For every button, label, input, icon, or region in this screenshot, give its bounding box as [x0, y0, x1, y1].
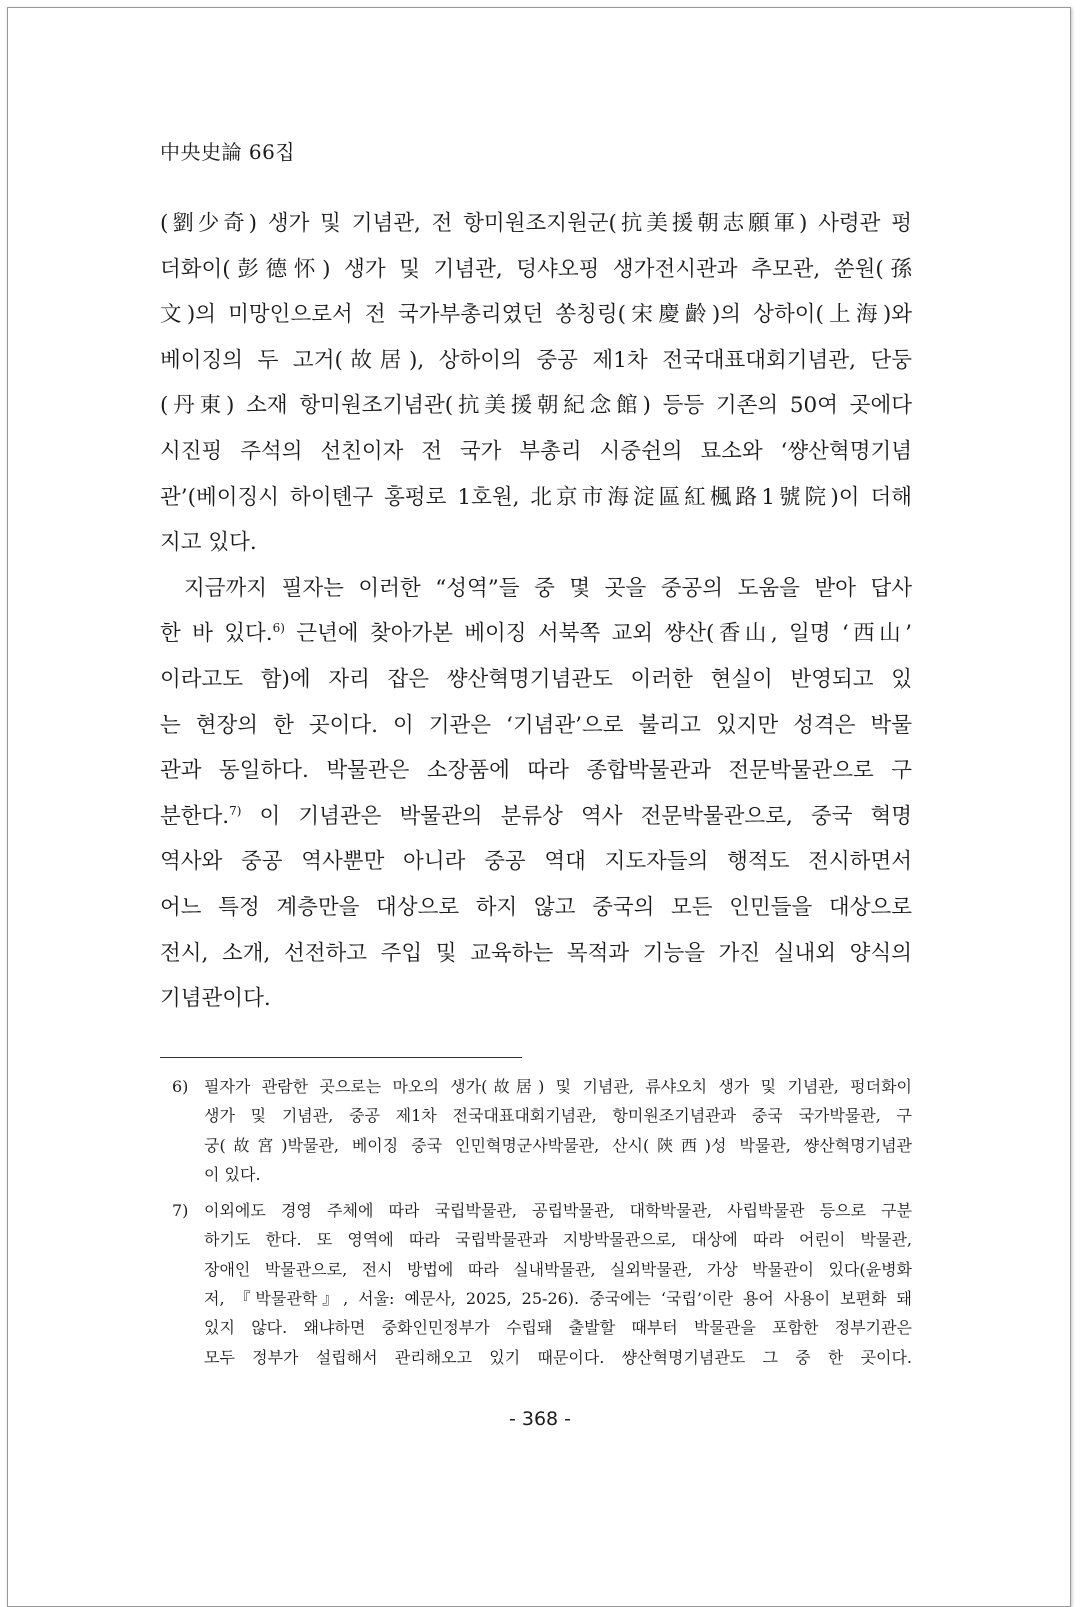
- body-line: (丹東) 소재 항미원조기념관(抗美援朝紀念館) 등등 기존의 50여 곳에다: [160, 393, 912, 419]
- footnote-line: 궁(故宮)박물관, 베이징 중국 인민혁명군사박물관, 산시(陝西)성 박물관, 썅산혁명기념관: [204, 1135, 912, 1155]
- body-line: 지금까지 필자는 이러한 “성역”들 중 몇 곳을 중공의 도움을 받아 답사: [184, 575, 912, 601]
- paragraph-2: [160, 566, 912, 1022]
- footnote-line: 하기도 한다. 또 영역에 따라 국립박물관과 지방박물관으로, 대상에 따라 어린이 박물관,: [204, 1230, 912, 1250]
- footnote-line: 장애인 박물관으로, 전시 방법에 따라 실내박물관, 실외박물관, 가상 박물관이 있다(윤병화: [204, 1259, 912, 1279]
- body-text: [160, 201, 912, 1022]
- footnote-line: 필자가 관람한 곳으로는 마오의 생가(故居) 및 기념관, 류샤오치 생가 및 기념관, 펑더화이: [204, 1077, 912, 1096]
- body-line: (劉少奇) 생가 및 기념관, 전 항미원조지원군(抗美援朝志願軍) 사령관 펑: [160, 211, 912, 236]
- body-text-segment: 한 바 있다.: [160, 621, 273, 647]
- footnote-number: 7): [172, 1201, 189, 1221]
- footnote-line: 이외에도 경영 주체에 따라 국립박물관, 공립박물관, 대학박물관, 사립박물관 등으로 구분: [204, 1201, 912, 1221]
- body-line: 어느 특정 계층만을 대상으로 하지 않고 중국의 모든 인민들을 대상으로: [160, 894, 912, 920]
- body-line: 관’(베이징시 하이톈구 홍펑로 1호원, 北京市海淀區紅楓路1號院)이 더해: [160, 484, 912, 510]
- body-line: 文)의 미망인으로서 전 국가부총리였던 쏭칭링(宋慶齡)의 상하이(上海)와: [160, 302, 912, 328]
- body-line: 역사와 중공 역사뿐만 아니라 중공 역대 지도자들의 행적도 전시하면서: [160, 849, 912, 875]
- footnote-divider: [160, 1057, 522, 1058]
- footnote-line: 있지 않다. 왜냐하면 중화인민정부가 수립돼 출발할 때부터 박물관을 포함한 정부기관은: [204, 1318, 912, 1338]
- footnote-ref-7[interactable]: 7): [229, 803, 242, 818]
- body-text-segment: 이 기념관은 박물관의 분류상 역사 전문박물관으로, 중국 혁명: [241, 803, 912, 829]
- body-line: 관과 동일하다. 박물관은 소장품에 따라 종합박물관과 전문박물관으로 구: [160, 758, 912, 784]
- footnote-6: [160, 1072, 912, 1189]
- body-text-segment: 분한다.: [160, 803, 230, 829]
- body-line: 기념관이다.: [160, 986, 271, 1012]
- footnote-number: 6): [172, 1077, 189, 1096]
- footnote-line: 저, 『박물관학』, 서울: 예문사, 2025, 25-26). 중국에는 ‘국립’이란 용어 사용이 보편화 돼: [204, 1289, 912, 1309]
- body-text-segment: 근년에 찾아가본 베이징 서북쪽 교외 썅산(香山, 일명 ‘西山’: [284, 621, 912, 647]
- footnote-ref-6[interactable]: 6): [272, 621, 285, 636]
- body-line: 시진핑 주석의 선친이자 전 국가 부총리 시중쉰의 묘소와 ‘썅산혁명기념: [160, 438, 912, 464]
- paragraph-1: [160, 201, 912, 566]
- footnotes: [160, 1072, 912, 1379]
- body-line: 더화이(彭德怀) 생가 및 기념관, 덩샤오핑 생가전시관과 추모관, 쑨원(孫: [160, 256, 912, 282]
- body-line: 는 현장의 한 곳이다. 이 기관은 ‘기념관’으로 불리고 있지만 성격은 박물: [160, 712, 912, 738]
- footnote-line: 생가 및 기념관, 중공 제1차 전국대표대회기념관, 항미원조기념관과 중국 국가박물관, 구: [204, 1106, 912, 1126]
- footnote-line: 이 있다.: [204, 1164, 261, 1184]
- body-line: 전시, 소개, 선전하고 주입 및 교육하는 목적과 기능을 가진 실내외 양식의: [160, 940, 912, 966]
- body-line: [160, 611, 912, 657]
- footnote-7: [160, 1196, 912, 1372]
- body-line: 베이징의 두 고거(故居), 상하이의 중공 제1차 전국대표대회기념관, 단둥: [160, 347, 912, 373]
- body-line: [160, 794, 912, 840]
- page-number: - 368 -: [508, 1408, 572, 1430]
- body-line: 이라고도 함)에 자리 잡은 썅산혁명기념관도 이러한 현실이 반영되고 있: [160, 666, 912, 692]
- footnote-line: 모두 정부가 설립해서 관리해오고 있기 때문이다. 썅산혁명기념관도 그 중 한 곳이다.: [204, 1347, 912, 1367]
- body-line: 지고 있다.: [160, 530, 257, 556]
- running-header: 中央史論 66집: [160, 140, 296, 164]
